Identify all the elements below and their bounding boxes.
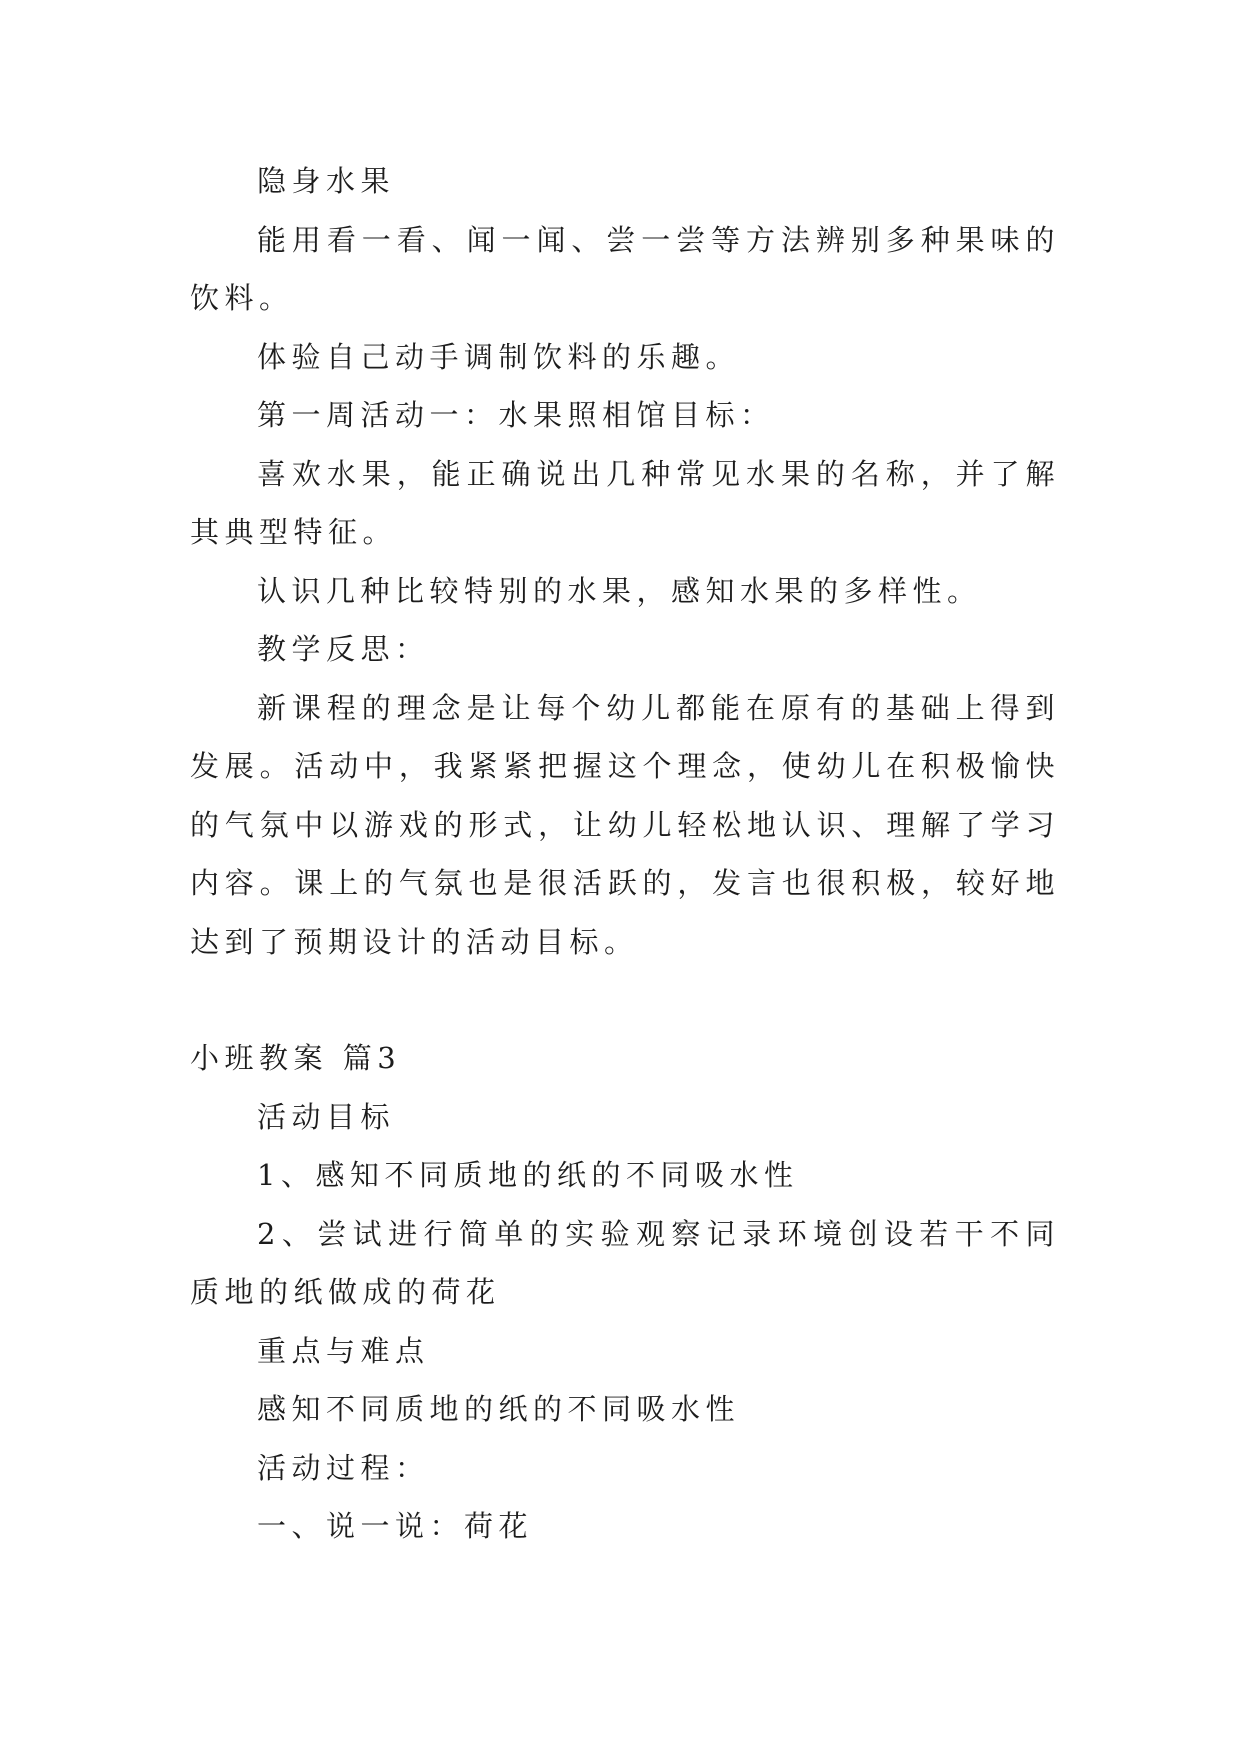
paragraph-step-1: 一、说一说：荷花 xyxy=(257,1509,534,1543)
paragraph-experience-fun: 体验自己动手调制饮料的乐趣。 xyxy=(257,339,741,374)
paragraph-week1-activity1: 第一周活动一：水果照相馆目标： xyxy=(257,398,775,432)
paragraph-special-fruits: 认识几种比较特别的水果，感知水果的多样性。 xyxy=(257,573,982,608)
document-body xyxy=(190,152,1060,1556)
paragraph-teaching-reflection-label: 教学反思： xyxy=(257,632,430,666)
paragraph-title-invisible-fruit: 隐身水果 xyxy=(257,164,396,198)
paragraph-process-label: 活动过程： xyxy=(257,1450,430,1485)
paragraph-teaching-reflection: 新课程的理念是让每个幼儿都能在原有的基础上得到发展。活动中，我紧紧把握这个理念，使幼儿在积极愉快的气氛中以游戏的形式，让幼儿轻松地认识、理解了学习内容。课上的气氛也是很活跃的，发言也很积极，较好地达到了预期设计的活动目标。 xyxy=(190,690,1060,959)
paragraph-key-points-label: 重点与难点 xyxy=(257,1333,430,1368)
paragraph-activity-goals-label: 活动目标 xyxy=(257,1099,396,1134)
paragraph-like-fruits: 喜欢水果，能正确说出几种常见水果的名称，并了解其典型特征。 xyxy=(190,456,1060,549)
paragraph-identify-flavors: 能用看一看、闻一闻、尝一尝等方法辨别多种果味的饮料。 xyxy=(190,222,1060,315)
paragraph-goal-2: 2、尝试进行简单的实验观察记录环境创设若干不同质地的纸做成的荷花 xyxy=(190,1216,1060,1309)
paragraph-key-point: 感知不同质地的纸的不同吸水性 xyxy=(257,1392,741,1426)
section-heading: 小班教案 篇3 xyxy=(190,1041,402,1075)
paragraph-goal-1: 1、感知不同质地的纸的不同吸水性 xyxy=(257,1158,799,1192)
